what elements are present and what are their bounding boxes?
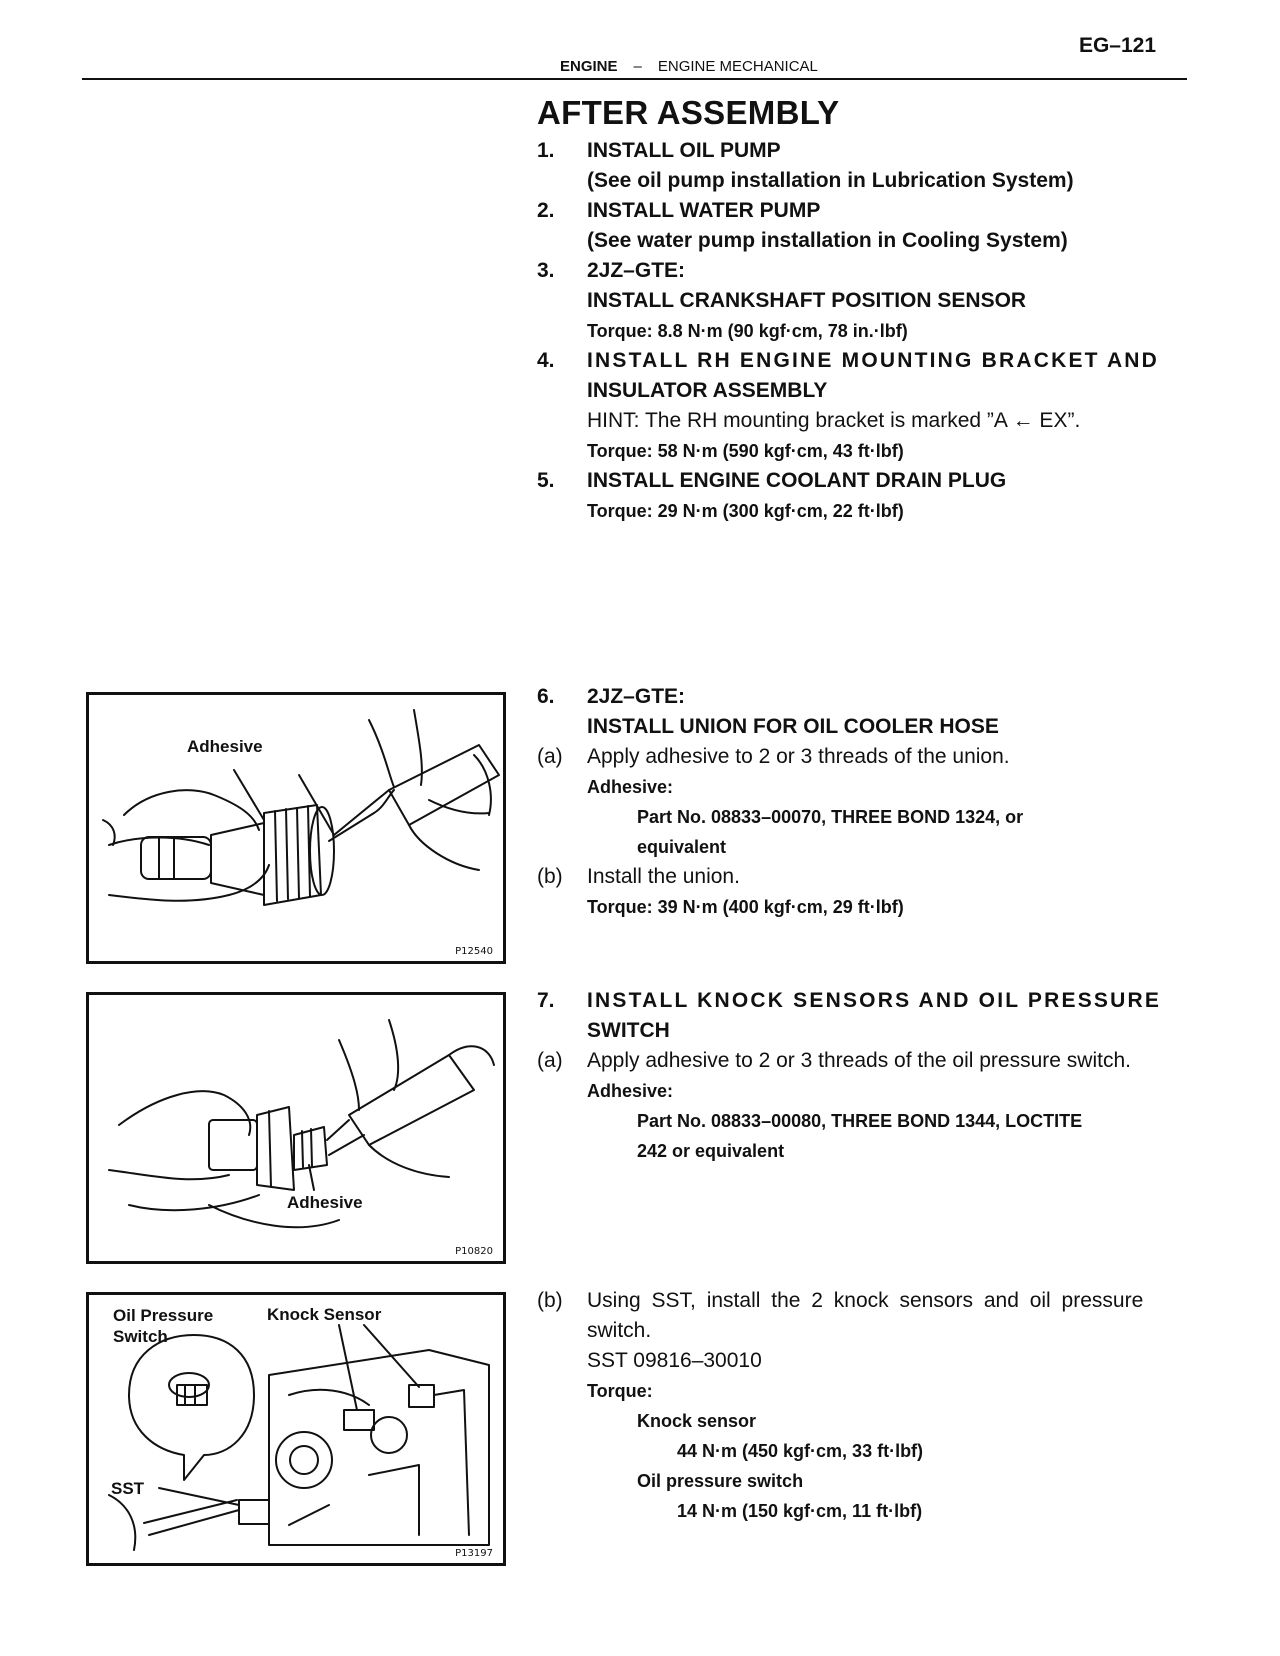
step-7-header xyxy=(537,986,1192,1046)
step-model: 2JZ–GTE: xyxy=(587,685,686,708)
page-number: EG–121 xyxy=(1078,34,1156,57)
torque-label: Torque: xyxy=(587,1381,653,1401)
adhesive-callout: Adhesive xyxy=(187,737,263,756)
step-title-line1: INSTALL KNOCK SENSORS AND OIL PRESSURE xyxy=(587,989,1162,1012)
step-title: INSTALL CRANKSHAFT POSITION SENSOR xyxy=(587,289,1027,312)
page-title: AFTER ASSEMBLY xyxy=(537,94,840,131)
torque-spec: Torque: 39 N·m (400 kgf·cm, 29 ft·lbf) xyxy=(587,897,904,917)
knock-sensor-callout: Knock Sensor xyxy=(267,1305,382,1324)
torque-spec: Torque: 8.8 N·m (90 kgf·cm, 78 in.·lbf) xyxy=(587,321,908,341)
switch-illustration xyxy=(89,995,503,1261)
step-number: 1. xyxy=(537,139,555,162)
adhesive-spec-line2: 242 or equivalent xyxy=(637,1141,785,1161)
step-4 xyxy=(537,346,1192,466)
substep-a xyxy=(537,742,1192,802)
figure-switch-adhesive xyxy=(86,992,506,1264)
torque-spec: Torque: 29 N·m (300 kgf·cm, 22 ft·lbf) xyxy=(587,501,904,521)
step-number: 7. xyxy=(537,989,555,1012)
figure-knock-sensor-installation xyxy=(86,1292,506,1566)
step-number: 6. xyxy=(537,685,555,708)
torque-spec: Torque: 58 N·m (590 kgf·cm, 43 ft·lbf) xyxy=(587,441,904,461)
union-illustration xyxy=(89,695,503,961)
substep-b xyxy=(537,1286,1192,1406)
oil-pressure-switch-callout xyxy=(113,1305,213,1347)
oil-pressure-switch-callout-line1: Oil Pressure xyxy=(113,1306,214,1325)
figure-code: P12540 xyxy=(455,946,493,957)
sst-number: SST 09816–30010 xyxy=(587,1349,762,1372)
figure-union-adhesive xyxy=(86,692,506,964)
substep-label: (b) xyxy=(537,865,563,888)
step-model: 2JZ–GTE: xyxy=(587,259,686,282)
step-6-header xyxy=(537,682,1192,742)
substep-label: (a) xyxy=(537,745,563,768)
knock-sensor-torque: 44 N·m (450 kgf·cm, 33 ft·lbf) xyxy=(677,1441,924,1461)
step-title-line2: INSULATOR ASSEMBLY xyxy=(587,379,828,402)
adhesive-spec-line2: equivalent xyxy=(637,837,727,857)
adhesive-label: Adhesive: xyxy=(587,777,674,797)
oil-pressure-switch-torque: 14 N·m (150 kgf·cm, 11 ft·lbf) xyxy=(677,1501,923,1521)
header-rule xyxy=(82,78,1187,80)
step-title: INSTALL ENGINE COOLANT DRAIN PLUG xyxy=(587,469,1007,492)
step-number: 4. xyxy=(537,349,555,372)
oil-pressure-switch-label: Oil pressure switch xyxy=(637,1471,804,1491)
step-title: INSTALL WATER PUMP xyxy=(587,199,821,222)
step-title: INSTALL OIL PUMP xyxy=(587,139,781,162)
step-number: 3. xyxy=(537,259,555,282)
step-1 xyxy=(537,136,1192,196)
substep-text: Apply adhesive to 2 or 3 threads of the union. xyxy=(587,745,1010,768)
adhesive-callout: Adhesive xyxy=(287,1193,363,1212)
substep-label: (b) xyxy=(537,1289,563,1312)
substep-text: Install the union. xyxy=(587,865,740,888)
step-title-line2: SWITCH xyxy=(587,1019,670,1042)
knock-sensor-label: Knock sensor xyxy=(637,1411,757,1431)
adhesive-label: Adhesive: xyxy=(587,1081,674,1101)
step-note: (See oil pump installation in Lubrication System) xyxy=(587,169,1074,192)
figure-code: P13197 xyxy=(455,1548,493,1559)
substep-b xyxy=(537,862,1192,922)
steps-1-to-5 xyxy=(537,136,1192,526)
step-7 xyxy=(537,986,1192,1166)
oil-pressure-switch-callout-line2: Switch xyxy=(113,1327,168,1346)
substep-a xyxy=(537,1046,1192,1106)
step-2 xyxy=(537,196,1192,256)
header-subsection: ENGINE MECHANICAL xyxy=(657,58,818,75)
running-header xyxy=(560,58,818,75)
sst-callout: SST xyxy=(111,1479,145,1498)
adhesive-spec-line1: Part No. 08833–00070, THREE BOND 1324, or xyxy=(637,807,1024,827)
substep-text-line2: switch. xyxy=(587,1319,652,1342)
substep-label: (a) xyxy=(537,1049,563,1072)
substep-text: Apply adhesive to 2 or 3 threads of the oil pressure switch. xyxy=(587,1049,1131,1072)
step-5 xyxy=(537,466,1192,526)
step-title: INSTALL UNION FOR OIL COOLER HOSE xyxy=(587,715,999,738)
step-3 xyxy=(537,256,1192,346)
figure-code: P10820 xyxy=(455,1246,493,1257)
header-section: ENGINE xyxy=(560,58,618,75)
header-separator: – xyxy=(633,58,642,75)
step-number: 5. xyxy=(537,469,555,492)
step-title-line1: INSTALL RH ENGINE MOUNTING BRACKET AND xyxy=(587,349,1160,372)
step-7-b xyxy=(537,1286,1192,1526)
step-hint: HINT: The RH mounting bracket is marked ”A ← EX”. xyxy=(587,409,1081,432)
step-number: 2. xyxy=(537,199,555,222)
step-note: (See water pump installation in Cooling System) xyxy=(587,229,1068,252)
adhesive-spec-line1: Part No. 08833–00080, THREE BOND 1344, LOCTITE xyxy=(637,1111,1083,1131)
substep-text-line1: Using SST, install the 2 knock sensors and oil pressure xyxy=(587,1289,1144,1312)
step-6 xyxy=(537,682,1192,922)
